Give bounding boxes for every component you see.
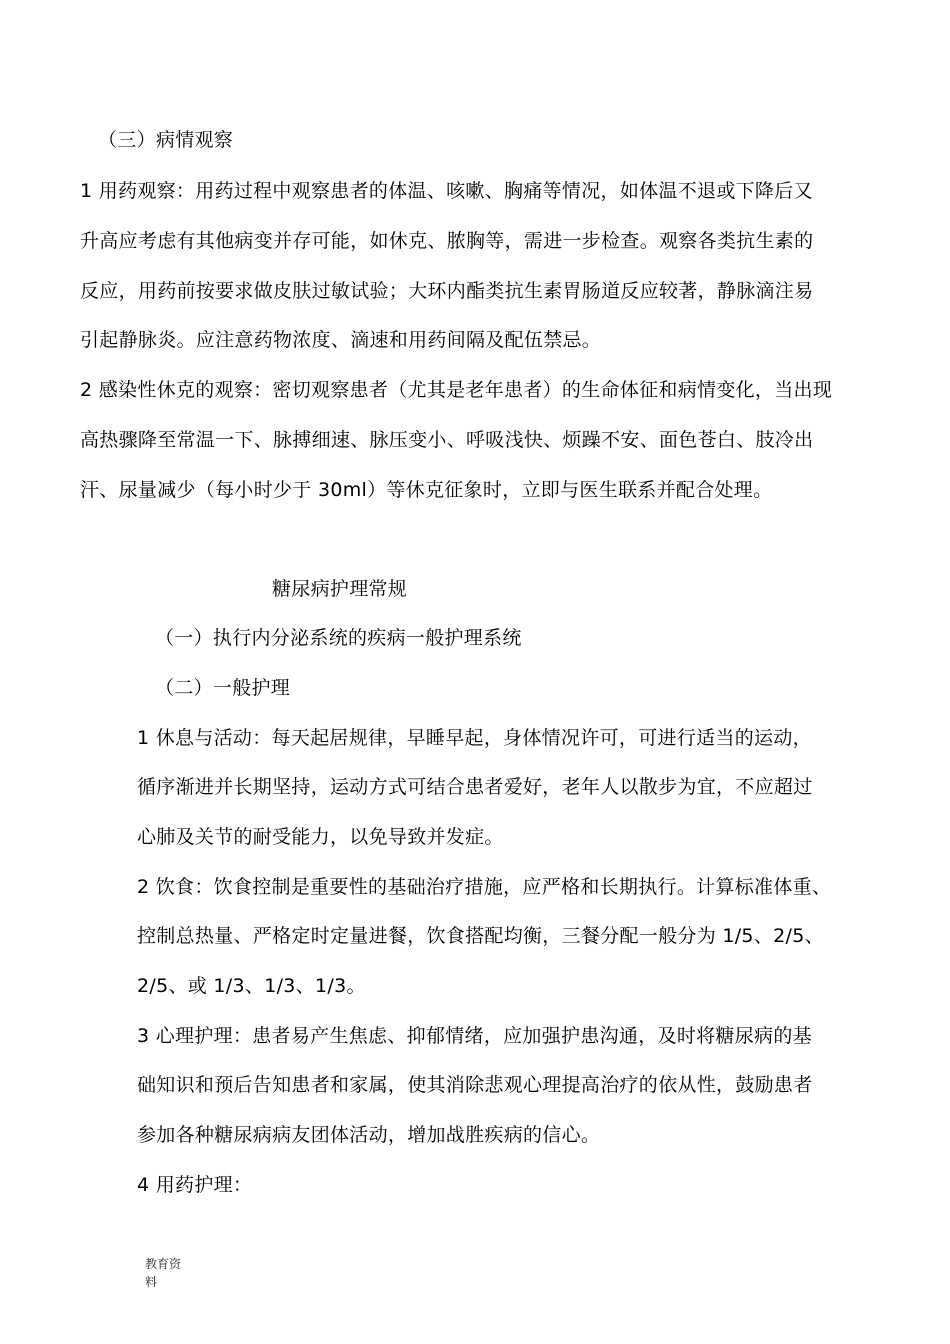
paragraph-line: 3 心理护理：患者易产生焦虑、抑郁情绪，应加强护患沟通，及时将糖尿病的基 [137, 1025, 812, 1047]
section-title-diabetes: 糖尿病护理常规 [272, 578, 408, 600]
paragraph-line: 汗、尿量减少（每小时少于 30ml）等休克征象时，立即与医生联系并配合处理。 [80, 479, 773, 501]
sub-heading-1: （一）执行内分泌系统的疾病一般护理系统 [155, 627, 522, 649]
paragraph-line: 引起静脉炎。应注意药物浓度、滴速和用药间隔及配伍禁忌。 [80, 329, 602, 351]
paragraph-line: 1 休息与活动：每天起居规律，早睡早起，身体情况许可，可进行适当的运动， [137, 727, 812, 749]
paragraph-line: 反应，用药前按要求做皮肤过敏试验；大环内酯类抗生素胃肠道反应较著，静脉滴注易 [80, 280, 814, 302]
paragraph-line: 控制总热量、严格定时定量进餐，饮食搭配均衡，三餐分配一般分为 1/5、2/5、 [137, 925, 824, 947]
paragraph-line: 循序渐进并长期坚持，运动方式可结合患者爱好，老年人以散步为宜，不应超过 [137, 776, 813, 798]
paragraph-line: 2 感染性休克的观察：密切观察患者（尤其是老年患者）的生命体征和病情变化，当出现 [80, 379, 833, 401]
sub-heading-2: （二）一般护理 [155, 677, 291, 699]
paragraph-line: 1 用药观察：用药过程中观察患者的体温、咳嗽、胸痛等情况，如体温不退或下降后又 [80, 180, 813, 202]
paragraph-line: 2/5、或 1/3、1/3、1/3。 [137, 975, 366, 997]
paragraph-line: 2 饮食：饮食控制是重要性的基础治疗措施，应严格和长期执行。计算标准体重、 [137, 876, 832, 898]
paragraph-line: 心肺及关节的耐受能力，以免导致并发症。 [137, 826, 504, 848]
paragraph-line: 高热骤降至常温一下、脉搏细速、脉压变小、呼吸浅快、烦躁不安、面色苍白、肢冷出 [80, 429, 814, 451]
paragraph-line: 升高应考虑有其他病变并存可能，如休克、脓胸等，需进一步检查。观察各类抗生素的 [80, 230, 814, 252]
footer-text-line1: 教育资 [145, 1257, 182, 1271]
section-heading-observation: （三）病情观察 [98, 129, 234, 151]
footer-text-line2: 料 [145, 1275, 158, 1289]
paragraph-line: 参加各种糖尿病病友团体活动，增加战胜疾病的信心。 [137, 1124, 601, 1146]
paragraph-line: 础知识和预后告知患者和家属，使其消除悲观心理提高治疗的依从性，鼓励患者 [137, 1074, 813, 1096]
paragraph-line: 4 用药护理： [137, 1174, 253, 1196]
